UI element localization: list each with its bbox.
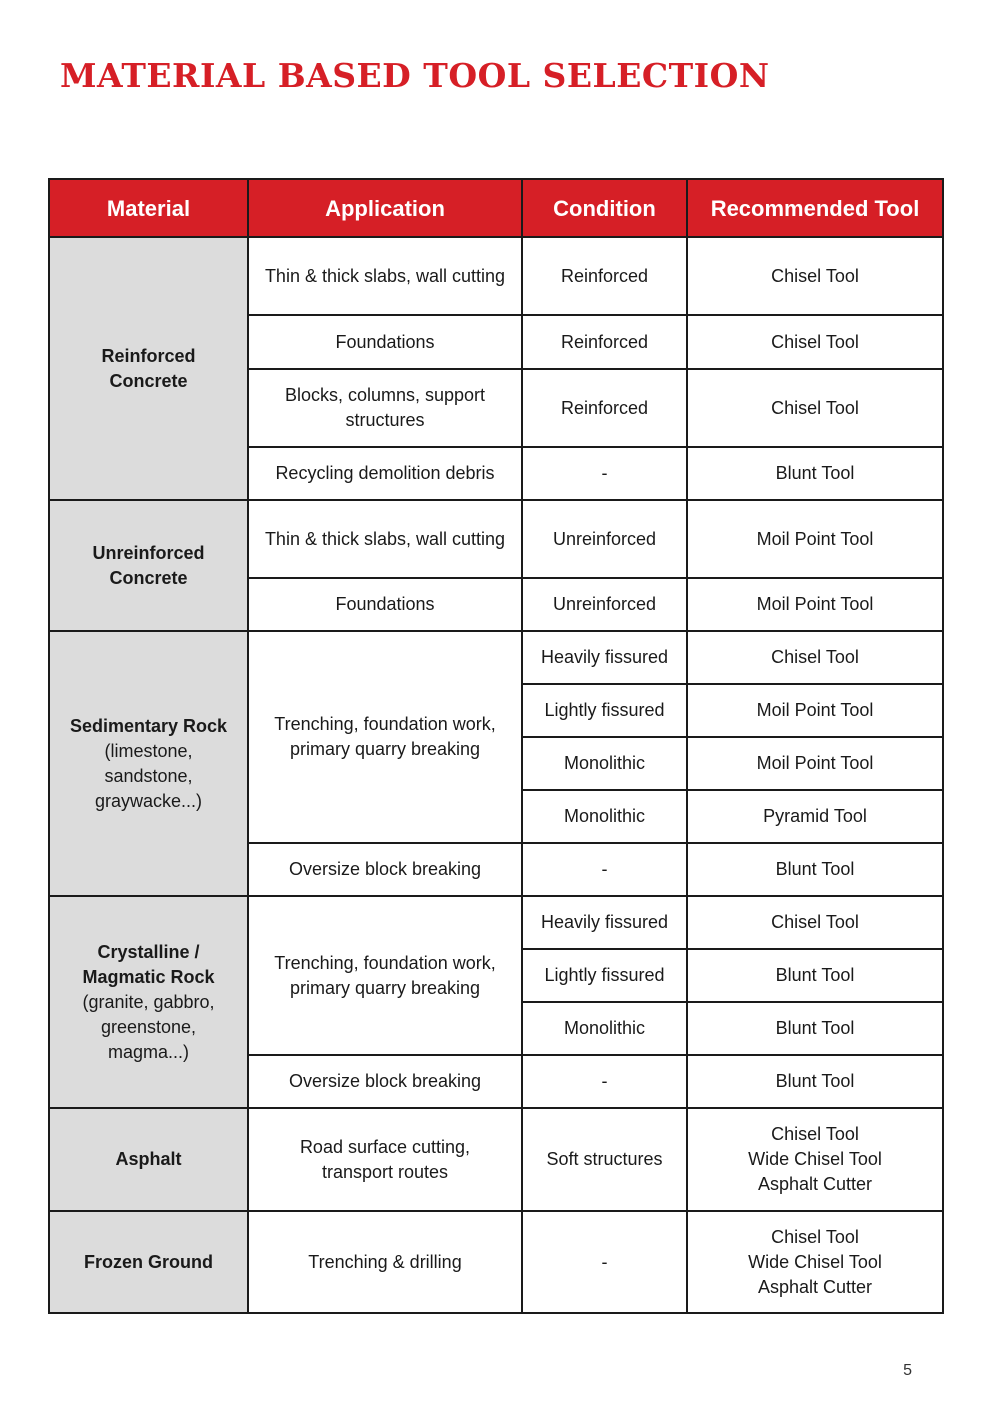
table-row [49, 896, 943, 949]
condition-cell: Unreinforced [522, 578, 687, 631]
application-cell: Trenching, foundation work, primary quarry breaking [248, 896, 522, 1055]
application-cell: Foundations [248, 578, 522, 631]
condition-cell: Monolithic [522, 737, 687, 790]
header-row [49, 179, 943, 237]
condition-cell: Soft structures [522, 1108, 687, 1211]
condition-cell: Reinforced [522, 237, 687, 315]
application-cell: Thin & thick slabs, wall cutting [248, 237, 522, 315]
condition-cell: Lightly fissured [522, 684, 687, 737]
condition-cell: - [522, 447, 687, 500]
tool-cell: Pyramid Tool [687, 790, 943, 843]
tool-cell: Chisel Tool [687, 369, 943, 447]
tool-cell: Blunt Tool [687, 843, 943, 896]
condition-cell: Lightly fissured [522, 949, 687, 1002]
tool-cell: Blunt Tool [687, 1055, 943, 1108]
tool-cell: Chisel Tool [687, 631, 943, 684]
tool-cell: Chisel Tool [687, 315, 943, 369]
application-cell: Oversize block breaking [248, 843, 522, 896]
material-cell: Frozen Ground [49, 1211, 248, 1313]
condition-cell: - [522, 843, 687, 896]
condition-cell: Monolithic [522, 790, 687, 843]
condition-cell: Monolithic [522, 1002, 687, 1055]
page-title: MATERIAL BASED TOOL SELECTION [60, 56, 770, 95]
tool-cell: Moil Point Tool [687, 500, 943, 578]
application-cell: Thin & thick slabs, wall cutting [248, 500, 522, 578]
application-cell: Recycling demolition debris [248, 447, 522, 500]
table-row [49, 500, 943, 578]
material-cell: Unreinforced Concrete [49, 500, 248, 631]
application-cell: Road surface cutting, transport routes [248, 1108, 522, 1211]
header-material: Material [49, 179, 248, 237]
table-row [49, 237, 943, 315]
application-cell: Trenching & drilling [248, 1211, 522, 1313]
condition-cell: Heavily fissured [522, 896, 687, 949]
tool-cell: Chisel Tool Wide Chisel Tool Asphalt Cutter [687, 1108, 943, 1211]
condition-cell: Unreinforced [522, 500, 687, 578]
tool-cell: Chisel Tool [687, 896, 943, 949]
material-cell: Sedimentary Rock (limestone, sandstone, graywacke...) [49, 631, 248, 896]
material-cell: Reinforced Concrete [49, 237, 248, 500]
table-row [49, 1108, 943, 1211]
application-cell: Oversize block breaking [248, 1055, 522, 1108]
condition-cell: Reinforced [522, 369, 687, 447]
condition-cell: Reinforced [522, 315, 687, 369]
table-row [49, 631, 943, 684]
condition-cell: - [522, 1055, 687, 1108]
tool-cell: Moil Point Tool [687, 578, 943, 631]
tool-cell: Chisel Tool [687, 237, 943, 315]
material-cell: Crystalline / Magmatic Rock (granite, gabbro, greenstone, magma...) [49, 896, 248, 1108]
tool-cell: Blunt Tool [687, 447, 943, 500]
condition-cell: Heavily fissured [522, 631, 687, 684]
application-cell: Foundations [248, 315, 522, 369]
material-cell: Asphalt [49, 1108, 248, 1211]
application-cell: Blocks, columns, support structures [248, 369, 522, 447]
table-row [49, 1211, 943, 1313]
tool-cell: Chisel Tool Wide Chisel Tool Asphalt Cutter [687, 1211, 943, 1313]
page-number: 5 [903, 1362, 912, 1379]
header-condition: Condition [522, 179, 687, 237]
header-application: Application [248, 179, 522, 237]
application-cell: Trenching, foundation work, primary quarry breaking [248, 631, 522, 843]
condition-cell: - [522, 1211, 687, 1313]
header-recommended-tool: Recommended Tool [687, 179, 943, 237]
tool-cell: Blunt Tool [687, 1002, 943, 1055]
tool-cell: Moil Point Tool [687, 684, 943, 737]
tool-cell: Moil Point Tool [687, 737, 943, 790]
tool-cell: Blunt Tool [687, 949, 943, 1002]
tool-selection-table [48, 178, 944, 1314]
